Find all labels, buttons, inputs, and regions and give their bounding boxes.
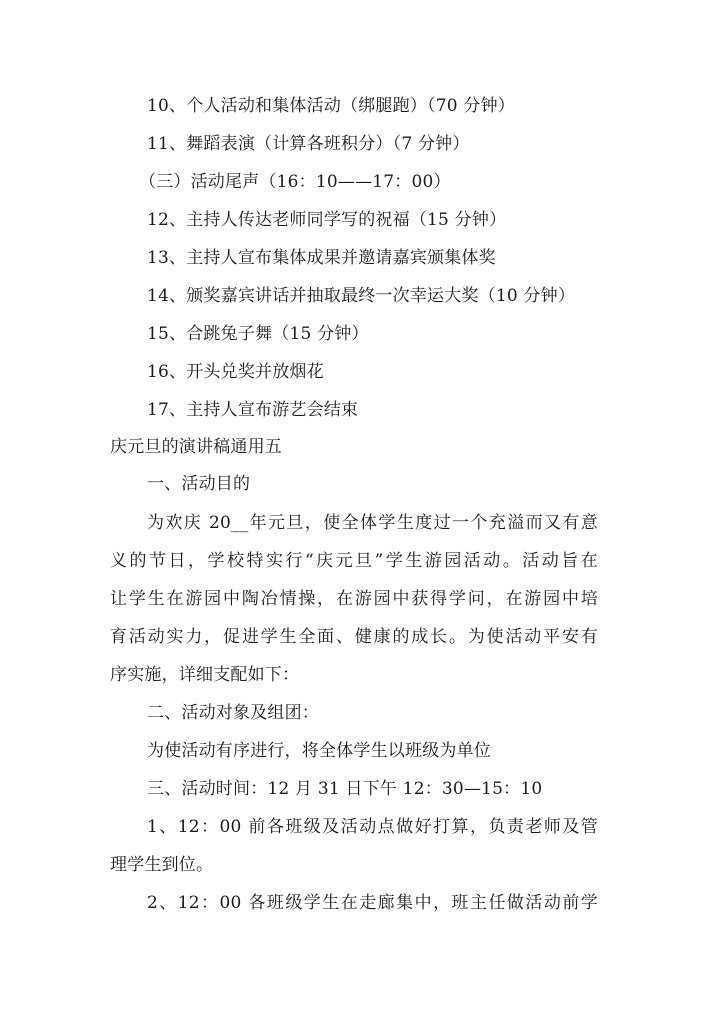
agenda-item-12: 12、主持人传达老师同学写的祝福（15 分钟） xyxy=(147,210,507,230)
section-heading-participants: 二、活动对象及组团： xyxy=(147,703,319,723)
section-heading-time: 三、活动时间：12 月 31 日下午 12：30—15：10 xyxy=(147,779,543,799)
section-heading-ending: （三）活动尾声（16：10——17：00） xyxy=(139,172,451,192)
paragraph-line: 序实施，详细支配如下： xyxy=(110,665,300,685)
agenda-item-16: 16、开头兑奖并放烟花 xyxy=(147,362,324,382)
paragraph-line: 为使活动有序进行，将全体学生以班级为单位 xyxy=(147,741,491,761)
agenda-item-15: 15、合跳兔子舞（15 分钟） xyxy=(147,324,369,344)
paragraph-line: 理学生到位。 xyxy=(110,855,214,875)
paragraph-line: 育活动实力，促进学生全面、健康的成长。为使活动平安有 xyxy=(110,627,598,647)
paragraph-line: 义的节日，学校特实行“庆元旦”学生游园活动。活动旨在 xyxy=(110,551,598,571)
agenda-item-10: 10、个人活动和集体活动（绑腿跑）（70 分钟） xyxy=(147,96,515,116)
agenda-item-14: 14、颁奖嘉宾讲话并抽取最终一次幸运大奖（10 分钟） xyxy=(147,286,576,306)
paragraph-line: 2、12：00 各班级学生在走廊集中，班主任做活动前学 xyxy=(147,893,598,913)
paragraph-line: 让学生在游园中陶冶情操，在游园中获得学问，在游园中培 xyxy=(110,589,598,609)
section-heading-purpose: 一、活动目的 xyxy=(147,474,251,494)
agenda-item-11: 11、舞蹈表演（计算各班积分）（7 分钟） xyxy=(147,134,470,154)
paragraph-line: 为欢庆 20__年元旦，使全体学生度过一个充溢而又有意 xyxy=(147,513,598,533)
agenda-item-13: 13、主持人宣布集体成果并邀请嘉宾颁集体奖 xyxy=(147,248,496,268)
paragraph-line: 1、12：00 前各班级及活动点做好打算，负责老师及管 xyxy=(147,817,598,837)
agenda-item-17: 17、主持人宣布游艺会结束 xyxy=(147,400,359,420)
document-title: 庆元旦的演讲稿通用五 xyxy=(110,437,282,457)
